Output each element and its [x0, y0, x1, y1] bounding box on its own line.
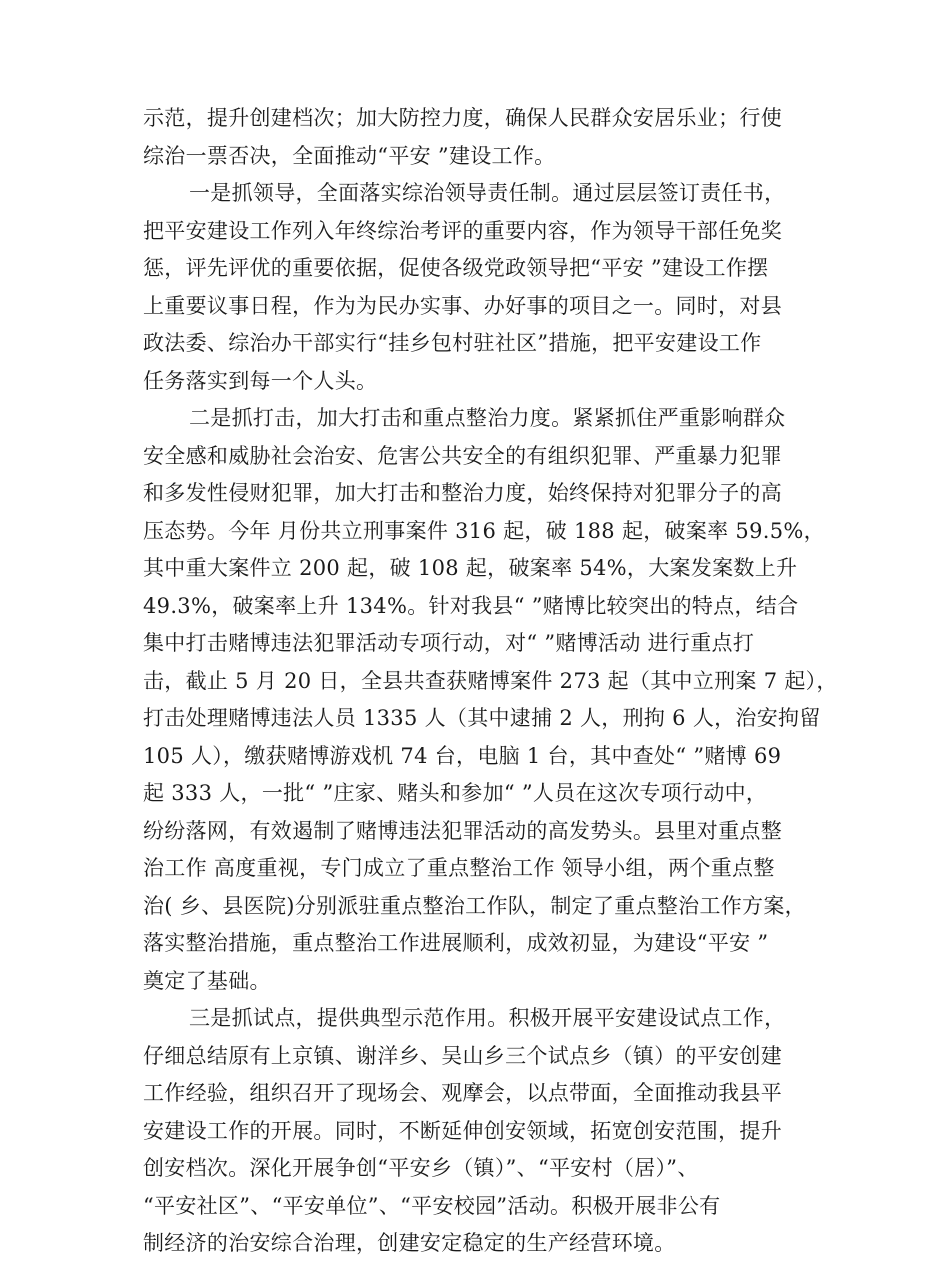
text-line: 示范，提升创建档次；加大防控力度，确保人民群众安居乐业；行使 [143, 106, 782, 130]
text-line: “平安社区”、“平安单位”、“平安校园”活动。积极开展非公有 [143, 1193, 721, 1218]
text-line: 落实整治措施，重点整治工作进展顺利，成效初显，为建设“平安 ” [143, 931, 769, 955]
paragraph-start-line: 一是抓领导，全面落实综治领导责任制。通过层层签订责任书， [189, 181, 786, 205]
text-line: 工作经验，组织召开了现场会、观摩会，以点带面，全面推动我县平 [143, 1081, 782, 1105]
text-line: 治( 乡、县医院)分别派驻重点整治工作队，制定了重点整治工作方案， [143, 893, 806, 918]
text-line: 击，截止 5 月 20 日，全县共查获赌博案件 273 起（其中立刑案 7 起）， [143, 668, 838, 693]
text-line: 惩，评先评优的重要依据，促使各级党政领导把“平安 ”建设工作摆 [143, 256, 769, 280]
text-line: 纷纷落网，有效遏制了赌博违法犯罪活动的高发势头。县里对重点整 [143, 818, 782, 843]
paragraph-start-line: 二是抓打击，加大打击和重点整治力度。紧紧抓住严重影响群众 [189, 406, 786, 430]
text-line: 其中重大案件立 200 起，破 108 起，破案率 54%，大案发案数上升 [143, 556, 798, 580]
body-text [143, 100, 838, 1263]
text-line: 起 333 人，一批“ ”庄家、赌头和参加“ ”人员在这次专项行动中， [143, 781, 768, 805]
text-line: 压态势。今年 月份共立刑事案件 316 起，破 188 起，破案率 59.5%， [143, 518, 825, 543]
text-line: 政法委、综治办干部实行“挂乡包村驻社区”措施，把平安建设工作 [143, 331, 762, 355]
text-line: 综治一票否决，全面推动“平安 ”建设工作。 [143, 143, 556, 168]
text-line: 105 人），缴获赌博游戏机 74 台，电脑 1 台，其中查处“ ”赌博 69 [143, 743, 782, 768]
text-line: 把平安建设工作列入年终综治考评的重要内容，作为领导干部任免奖 [143, 218, 782, 243]
text-line: 和多发性侵财犯罪，加大打击和整治力度，始终保持对犯罪分子的高 [143, 481, 782, 505]
text-line: 上重要议事日程，作为为民办实事、办好事的项目之一。同时，对县 [143, 293, 782, 318]
text-line: 集中打击赌博违法犯罪活动专项行动，对“ ”赌博活动 进行重点打 [143, 631, 755, 655]
text-line: 治工作 高度重视，专门成立了重点整治工作 领导小组，两个重点整 [143, 856, 775, 880]
text-line: 49.3%，破案率上升 134%。针对我县“ ”赌博比较突出的特点，结合 [143, 593, 799, 618]
text-line: 打击处理赌博违法人员 1335 人（其中逮捕 2 人，刑拘 6 人，治安拘留 [143, 706, 821, 730]
paragraph-start-line: 三是抓试点，提供典型示范作用。积极开展平安建设试点工作， [189, 1006, 786, 1030]
text-line: 安建设工作的开展。同时，不断延伸创安领域，拓宽创安范围，提升 [143, 1118, 782, 1143]
text-line: 任务落实到每一个人头。 [143, 368, 378, 393]
text-line: 安全感和威胁社会治安、危害公共安全的有组织犯罪、严重暴力犯罪 [143, 443, 782, 468]
text-line: 制经济的治安综合治理，创建安定稳定的生产经营环境。 [143, 1231, 676, 1255]
text-line: 奠定了基础。 [143, 968, 271, 993]
text-line: 创安档次。深化开展争创“平安乡（镇）”、“平安村（居）”、 [143, 1156, 699, 1180]
text-line: 仔细总结原有上京镇、谢洋乡、吴山乡三个试点乡（镇）的平安创建 [143, 1043, 782, 1068]
